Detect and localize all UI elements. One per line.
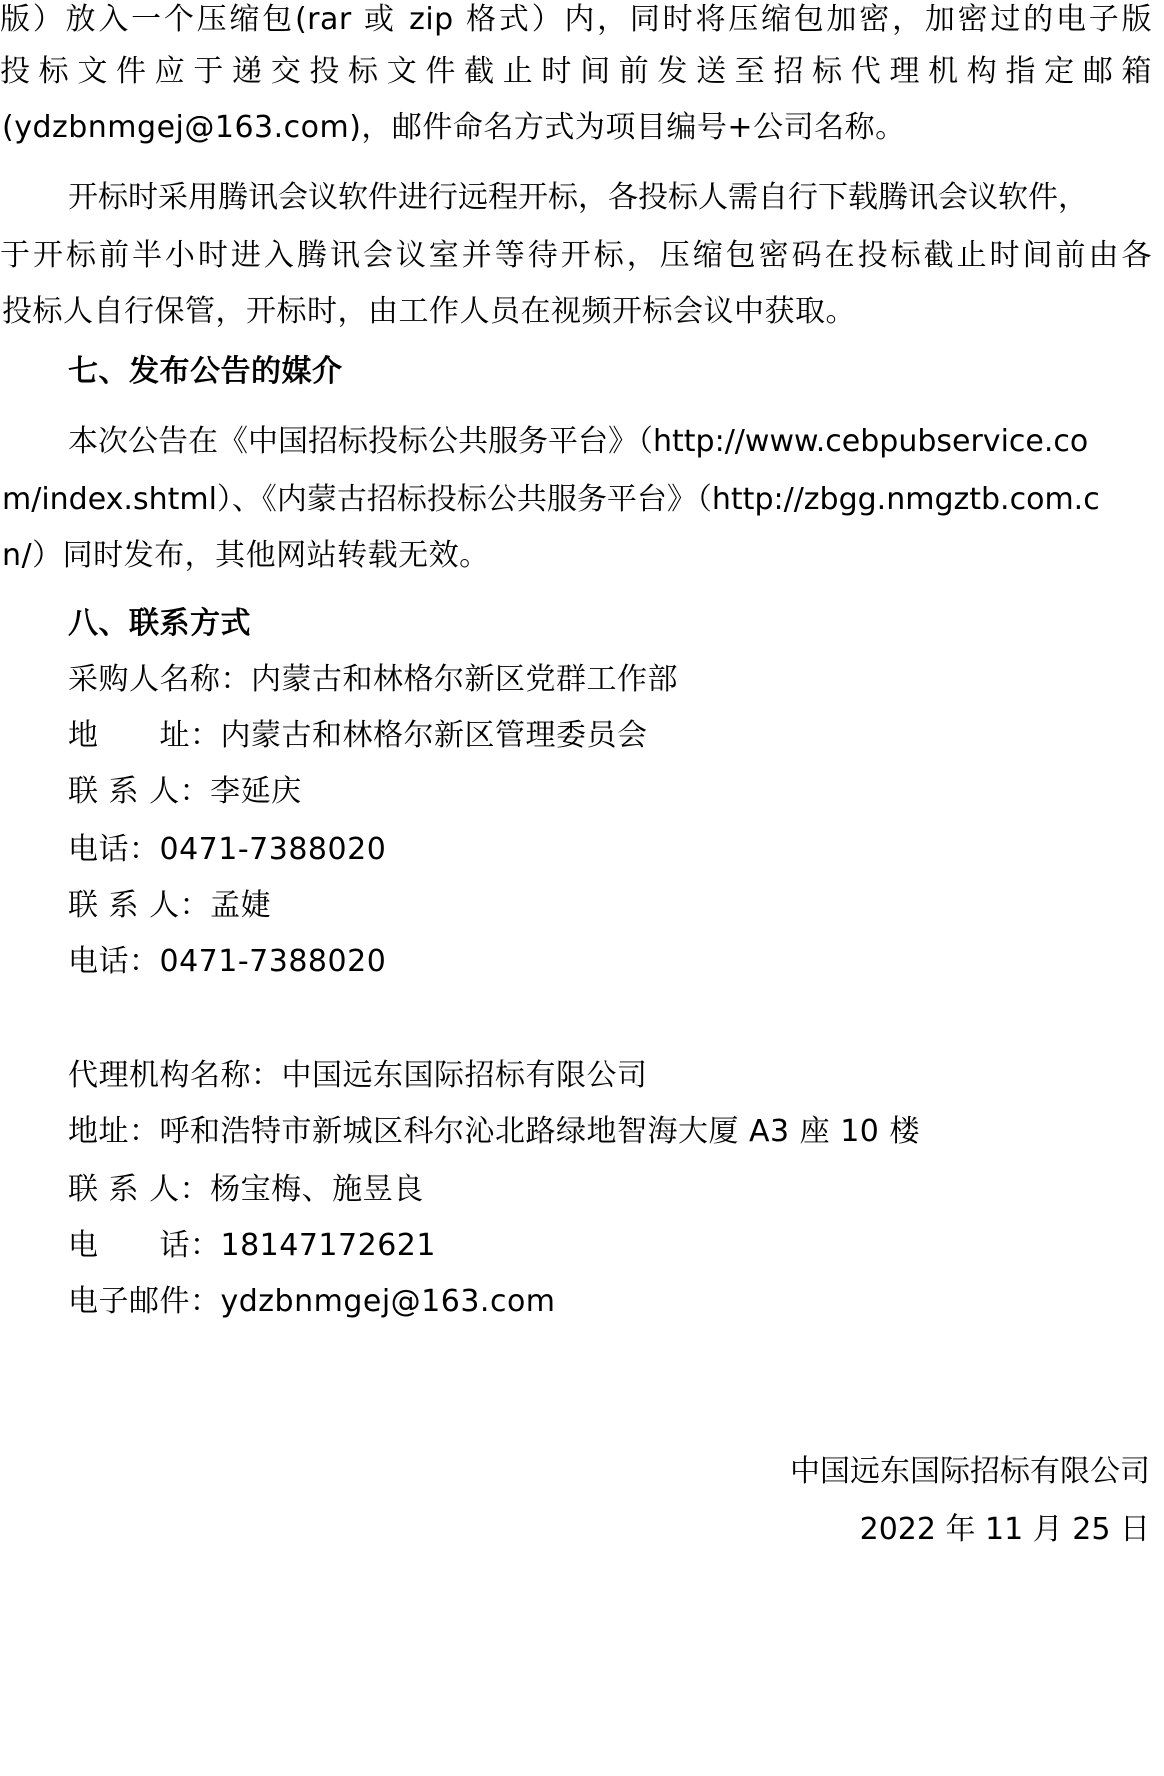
section7-line1: 本次公告在《中国招标投标公共服务平台》（http://www.cebpubservice.co xyxy=(68,424,1089,459)
agency-contact: 联 系 人：杨宝梅、施昱良 xyxy=(68,1172,424,1207)
agency-name: 代理机构名称：中国远东国际招标有限公司 xyxy=(68,1058,648,1093)
buyer-name: 采购人名称：内蒙古和林格尔新区党群工作部 xyxy=(68,662,678,697)
agency-phone: 电 话：18147172621 xyxy=(68,1228,436,1263)
buyer-contact-1: 联 系 人：李延庆 xyxy=(68,774,302,809)
buyer-contact-2: 联 系 人：孟婕 xyxy=(68,888,272,923)
agency-address: 地址：呼和浩特市新城区科尔沁北路绿地智海大厦 A3 座 10 楼 xyxy=(68,1114,920,1149)
para2-line2: 于开标前半小时进入腾讯会议室并等待开标，压缩包密码在投标截止时间前由各 xyxy=(0,238,1152,273)
signature-company: 中国远东国际招标有限公司 xyxy=(790,1454,1150,1489)
section7-line2: m/index.shtml）、《内蒙古招标投标公共服务平台》（http://zbgg.nmgztb.com.c xyxy=(2,482,1100,517)
agency-email: 电子邮件：ydzbnmgej@163.com xyxy=(68,1284,556,1319)
section8-heading: 八、联系方式 xyxy=(68,606,251,641)
signature-date: 2022 年 11 月 25 日 xyxy=(859,1512,1150,1547)
para1-line3: (ydzbnmgej@163.com)，邮件命名方式为项目编号+公司名称。 xyxy=(2,110,906,145)
para2-line3: 投标人自行保管，开标时，由工作人员在视频开标会议中获取。 xyxy=(2,294,856,329)
buyer-phone-2: 电话：0471-7388020 xyxy=(68,944,387,979)
para1-line2: 投标文件应于递交投标文件截止时间前发送至招标代理机构指定邮箱 xyxy=(0,54,1152,89)
para1-line1: 版）放入一个压缩包(rar 或 zip 格式）内，同时将压缩包加密，加密过的电子版 xyxy=(0,2,1152,37)
para2-line1: 开标时采用腾讯会议软件进行远程开标，各投标人需自行下载腾讯会议软件， xyxy=(68,180,1088,215)
section7-line3: n/）同时发布，其他网站转载无效。 xyxy=(2,538,490,573)
section7-heading: 七、发布公告的媒介 xyxy=(68,354,343,389)
buyer-phone-1: 电话：0471-7388020 xyxy=(68,832,387,867)
buyer-address: 地 址：内蒙古和林格尔新区管理委员会 xyxy=(68,718,648,753)
